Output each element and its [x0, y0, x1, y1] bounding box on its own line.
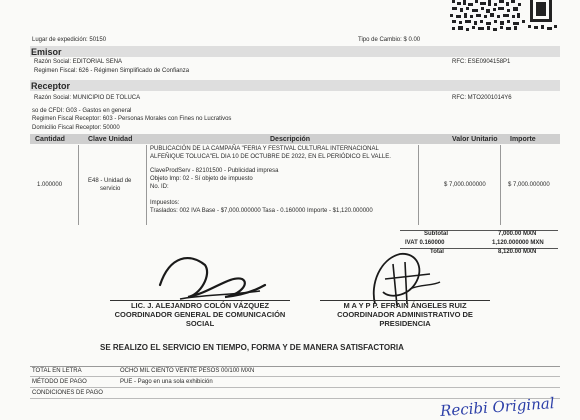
receptor-regimen: Regimen Fiscal Receptor: 603 - Personas Morales con Fines no Lucrativos [32, 116, 232, 122]
row-importe: $ 7,000.000000 [508, 182, 550, 188]
condiciones-pago-label: CONDICIONES DE PAGO [32, 390, 103, 396]
total-letra-label: TOTAL EN LETRA [32, 368, 82, 374]
signature-right-name: M A Y P P. EFRAIN ÁNGELES RUIZ [343, 301, 467, 310]
row-impuestos-label: Impuestos: [150, 200, 180, 206]
metodo-pago-label: MÉTODO DE PAGO [32, 379, 87, 385]
emisor-rfc: RFC: ESE0904158P1 [452, 59, 511, 65]
row-clave-unidad-2: servicio [100, 186, 121, 192]
row-no-id: No. ID: [150, 184, 169, 190]
emisor-header-bar [30, 46, 560, 57]
receptor-razon-social: Razón Social: MUNICIPIO DE TOLUCA [34, 95, 141, 101]
row-desc-line-1: PUBLICACIÓN DE LA CAMPAÑA "FERIA Y FESTIVAL CULTURAL INTERNACIONAL [150, 146, 379, 152]
row-cantidad: 1.000000 [37, 182, 63, 188]
col-divider [78, 145, 79, 225]
lugar-expedicion: Lugar de expedición: 50150 [32, 37, 107, 43]
total-label: Total [430, 249, 444, 255]
col-divider [146, 145, 147, 225]
row-desc-line-2: ALFEÑIQUE TOLUCA"EL DIA 10 DE OCTUBRE DE 2022, EN EL PERIÓDICO EL VALLE. [150, 154, 391, 160]
receptor-domicilio: Domicilio Fiscal Receptor: 50000 [32, 125, 120, 131]
emisor-razon-social: Razón Social: EDITORIAL SENA [34, 59, 123, 65]
col-importe: Importe [510, 136, 536, 143]
subtotal-label: Subtotal [424, 231, 448, 237]
signature-right-title-2: PRESIDENCIA [379, 319, 431, 328]
emisor-regimen: Regimen Fiscal: 626 - Régimen Simplificado de Confianza [34, 68, 190, 74]
row-traslados: Traslados: 002 IVA Base - $7,000.000000 Tasa - 0.160000 Importe - $1,120.000000 [150, 208, 373, 214]
row-clave-prod: ClaveProdServ - 82101500 - Publicidad impresa [150, 168, 279, 174]
col-clave-unidad: Clave Unidad [88, 136, 133, 143]
service-statement: SE REALIZO EL SERVICIO EN TIEMPO, FORMA Y DE MANERA SATISFACTORIA [100, 343, 404, 352]
row-clave-unidad-1: E48 - Unidad de [88, 178, 132, 184]
footer-divider [30, 376, 560, 377]
receptor-uso-cfdi: so de CFDI: G03 - Gastos en general [32, 108, 132, 114]
col-valor-unitario: Valor Unitario [452, 136, 498, 143]
footer-divider [30, 366, 560, 367]
receptor-title: Receptor [31, 81, 71, 91]
metodo-pago-value: PUE - Pago en una sola exhibición [120, 379, 213, 385]
col-divider [500, 145, 501, 225]
col-divider [418, 145, 419, 225]
signature-right-title-1: COORDINADOR ADMINISTRATIVO DE [337, 310, 473, 319]
receptor-header-bar [30, 80, 560, 91]
total-value: 8,120.00 MXN [498, 249, 537, 255]
iva-value: 1,120.000000 MXN [492, 240, 544, 246]
tipo-cambio: Tipo de Cambio: $ 0.00 [358, 37, 421, 43]
row-valor-unitario: $ 7,000.000000 [444, 182, 486, 188]
qr-code-icon [448, 0, 558, 34]
row-objeto-imp: Objeto Imp: 02 - Sí objeto de impuesto [150, 176, 253, 182]
col-descripcion: Descripción [270, 136, 311, 143]
handwritten-note: Recibi Original [439, 394, 556, 420]
total-letra-value: OCHO MIL CIENTO VEINTE PESOS 00/100 MXN [120, 368, 255, 374]
signature-left-icon [150, 245, 270, 305]
footer-divider [30, 387, 560, 388]
signature-left-name: LIC. J. ALEJANDRO COLÓN VÁZQUEZ [130, 301, 270, 310]
iva-label: IVAT 0.160000 [405, 240, 445, 246]
signature-left-title-1: COORDINADOR GENERAL DE COMUNICACIÓN [114, 310, 286, 319]
receptor-rfc: RFC: MTO2001014Y6 [452, 95, 512, 101]
subtotal-value: 7,000.00 MXN [498, 231, 537, 237]
emisor-title: Emisor [31, 47, 62, 57]
col-cantidad: Cantidad [35, 136, 65, 143]
signature-left-title-2: SOCIAL [185, 319, 215, 328]
